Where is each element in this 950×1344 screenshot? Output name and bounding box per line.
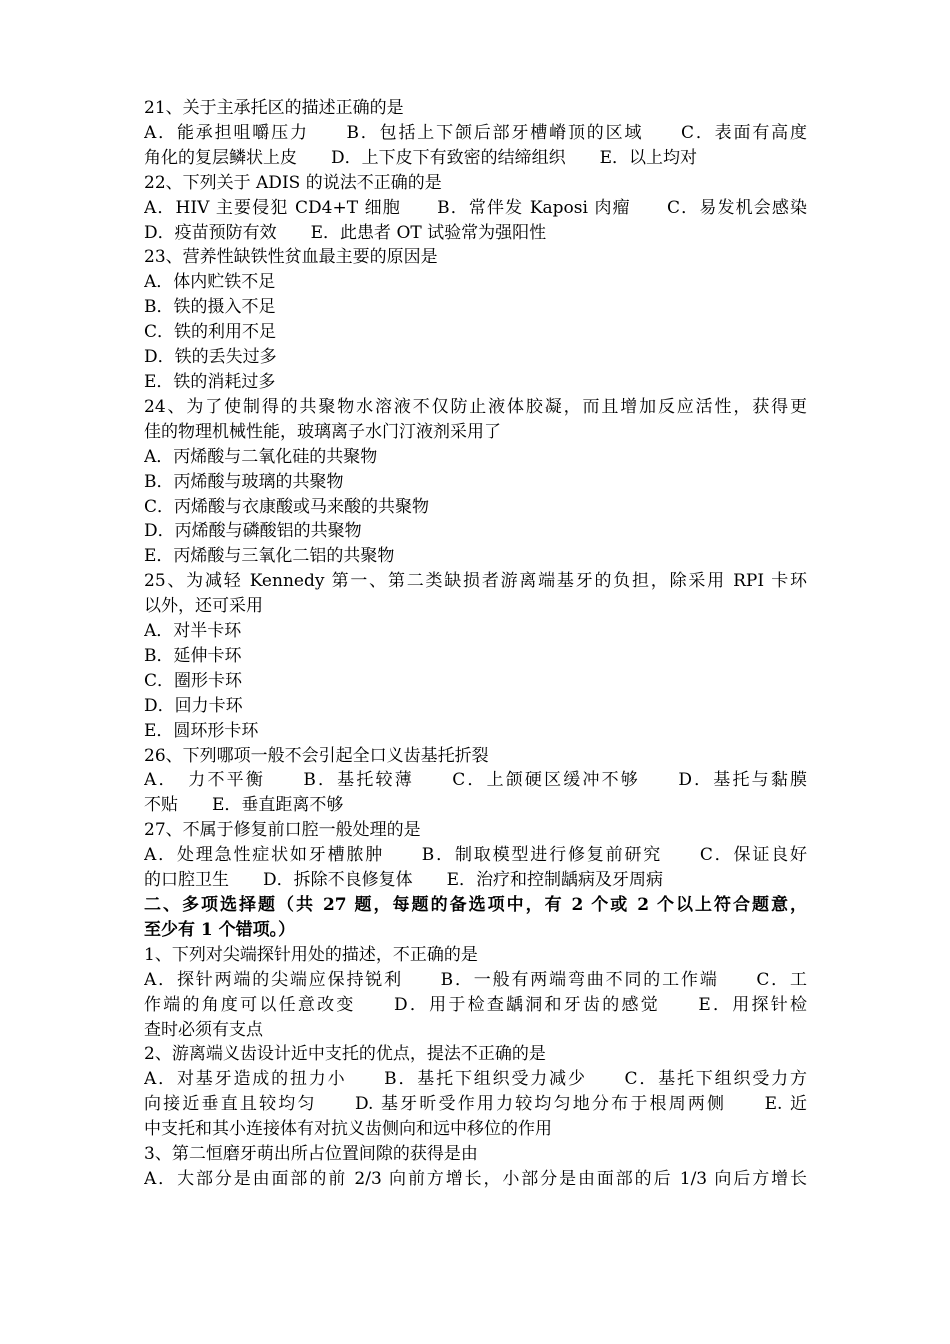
text-line: 角化的复层鳞状上皮 D．上下皮下有致密的结缔组织 E．以上均对: [144, 147, 698, 168]
text-line: 25、为减轻 Kennedy 第一、第二类缺损者游离端基牙的负担，除采用 RPI 卡环: [144, 571, 807, 592]
text-line: 22、下列关于 ADIS 的说法不正确的是: [144, 172, 442, 193]
text-line: B．铁的摄入不足: [144, 297, 276, 318]
text-line: 26、下列哪项一般不会引起全口义齿基托折裂: [144, 745, 489, 766]
text-line: A．对半卡环: [144, 621, 242, 642]
text-line: B．延伸卡环: [144, 645, 242, 666]
text-line: 23、营养性缺铁性贫血最主要的原因是: [144, 247, 438, 268]
text-line: A．探针两端的尖端应保持锐利 B．一般有两端弯曲不同的工作端 C．工: [144, 969, 807, 990]
text-line: D．疫苗预防有效 E．此患者 OT 试验常为强阳性: [144, 222, 547, 243]
text-line: C．铁的利用不足: [144, 322, 277, 343]
document-body: [144, 96, 807, 1192]
text-line: E．圆环形卡环: [144, 720, 259, 741]
text-line: 2、游离端义齿设计近中支托的优点，提法不正确的是: [144, 1044, 546, 1065]
text-line: 佳的物理机械性能，玻璃离子水门汀液剂采用了: [144, 421, 501, 442]
text-line: A．体内贮铁不足: [144, 272, 276, 293]
text-line: A．处理急性症状如牙槽脓肿 B．制取模型进行修复前研究 C．保证良好: [144, 845, 807, 866]
text-line: C．圈形卡环: [144, 670, 243, 691]
text-line: A．HIV 主要侵犯 CD4+T 细胞 B．常伴发 Kaposi 肉瘤 C．易发机会感染: [144, 197, 807, 218]
text-line: B．丙烯酸与玻璃的共聚物: [144, 471, 344, 492]
text-line: 向接近垂直且较均匀 D. 基牙昕受作用力较均匀地分布于根周两侧 E. 近: [144, 1094, 807, 1115]
section-heading-line: 至少有 1 个错项。）: [144, 919, 296, 940]
text-line: A．能承担咀嚼压力 B．包括上下颌后部牙槽嵴顶的区域 C．表面有高度: [144, 122, 807, 143]
text-line: A．大部分是由面部的前 2/3 向前方增长，小部分是由面部的后 1/3 向后方增长: [144, 1168, 807, 1189]
text-line: A．对基牙造成的扭力小 B．基托下组织受力减少 C．基托下组织受力方: [144, 1069, 807, 1090]
text-line: 不贴 E．垂直距离不够: [144, 795, 344, 816]
text-line: 作端的角度可以任意改变 D．用于检查龋洞和牙齿的感觉 E．用探针检: [144, 994, 807, 1015]
text-line: E．铁的消耗过多: [144, 371, 276, 392]
text-line: E．丙烯酸与三氧化二铝的共聚物: [144, 546, 395, 567]
text-line: 中支托和其小连接体有对抗义齿侧向和远中移位的作用: [144, 1119, 552, 1140]
text-line: 24、为了使制得的共聚物水溶液不仅防止液体胶凝，而且增加反应活性，获得更: [144, 396, 807, 417]
text-line: A．丙烯酸与二氧化硅的共聚物: [144, 446, 378, 467]
text-line: 查时必须有支点: [144, 1019, 263, 1040]
section-heading-line: 二、多项选择题（共 27 题，每题的备选项中，有 2 个或 2 个以上符合题意，: [144, 895, 807, 915]
text-line: 3、第二恒磨牙萌出所占位置间隙的获得是由: [144, 1144, 478, 1165]
text-line: 以外，还可采用: [144, 596, 263, 617]
text-line: C．丙烯酸与衣康酸或马来酸的共聚物: [144, 496, 430, 517]
text-line: D．回力卡环: [144, 695, 243, 716]
text-line: D．丙烯酸与磷酸铝的共聚物: [144, 521, 362, 542]
text-line: A． 力不平衡 B．基托较薄 C．上颌硬区缓冲不够 D．基托与黏膜: [144, 770, 807, 791]
text-line: 21、关于主承托区的描述正确的是: [144, 98, 404, 118]
text-line: 27、不属于修复前口腔一般处理的是: [144, 820, 421, 841]
text-line: 1、下列对尖端探针用处的描述，不正确的是: [144, 944, 478, 965]
text-line: 的口腔卫生 D．拆除不良修复体 E．治疗和控制龋病及牙周病: [144, 870, 664, 891]
text-line: D．铁的丢失过多: [144, 347, 277, 368]
